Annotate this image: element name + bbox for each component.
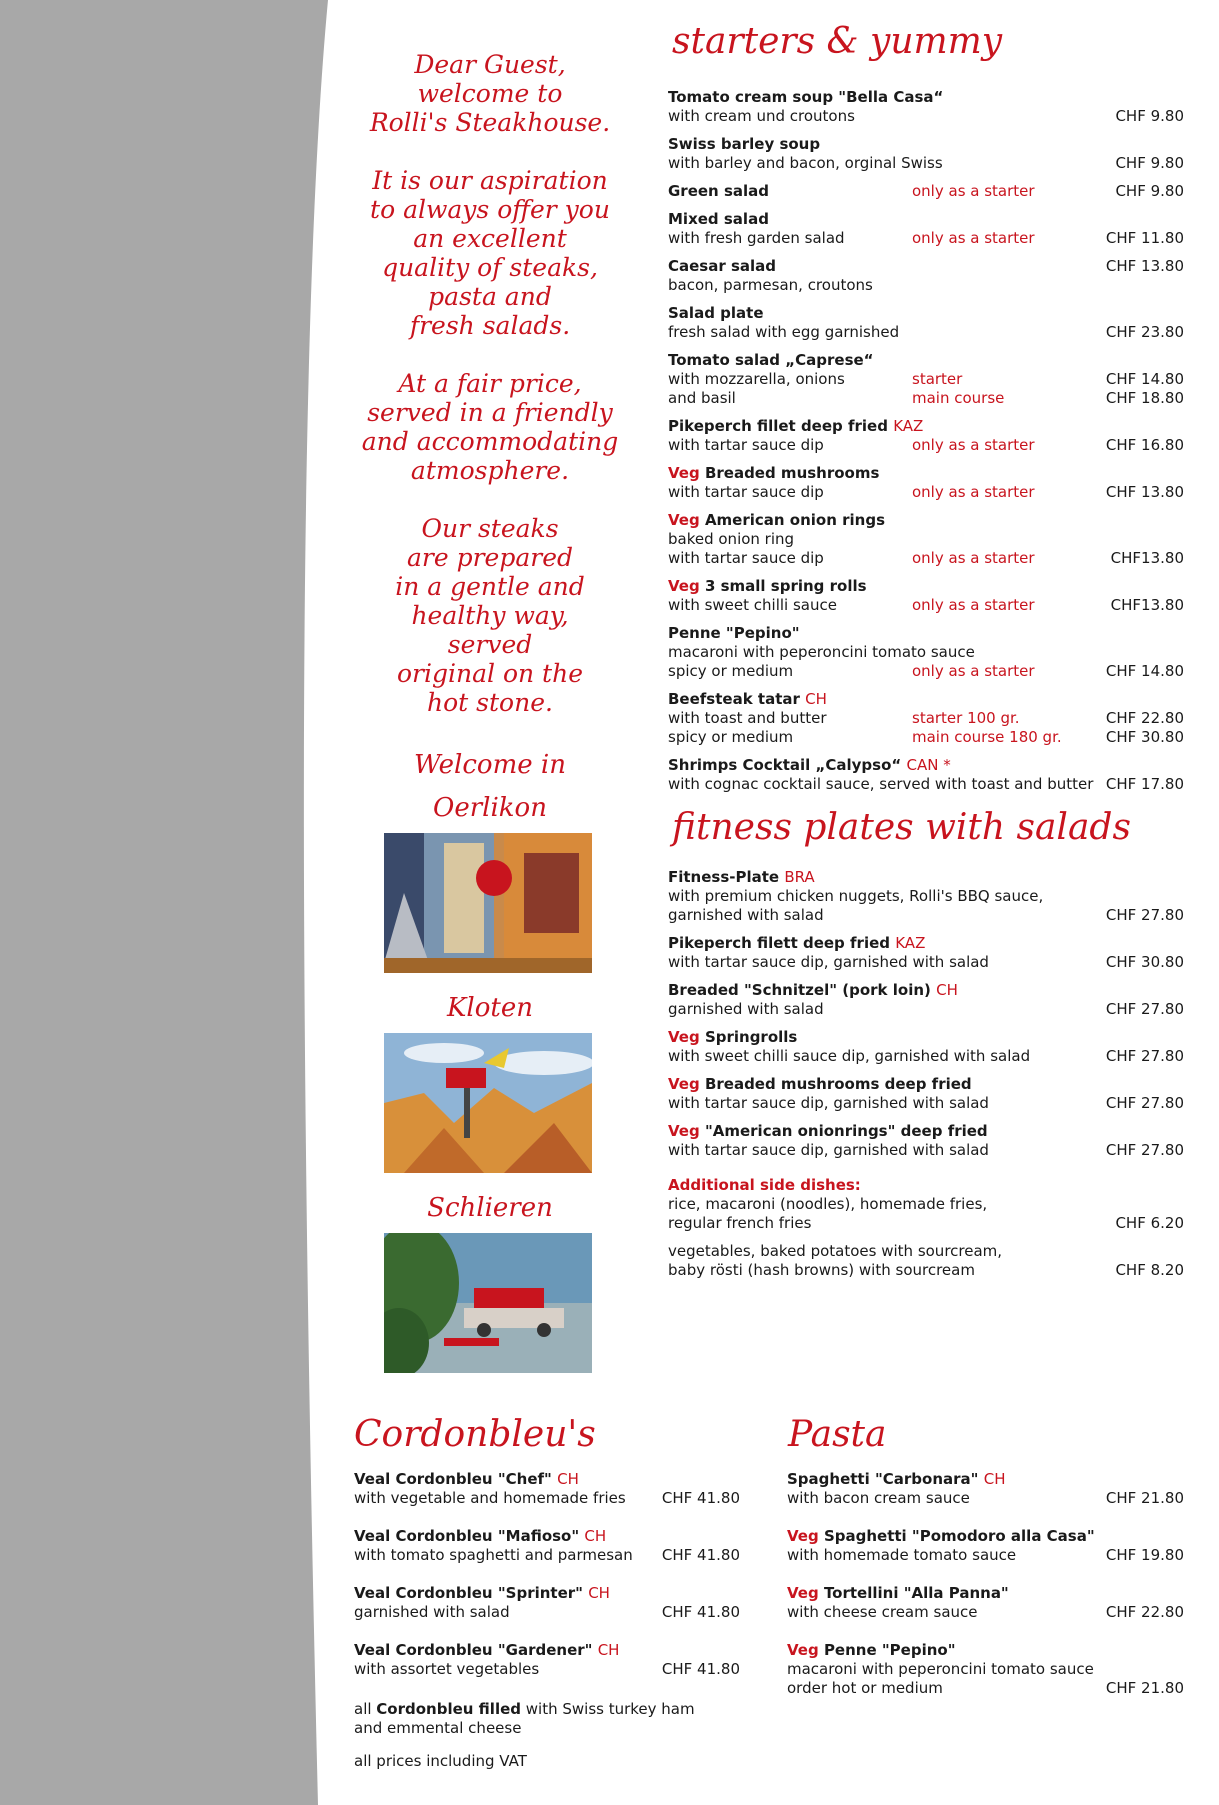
item-name [787,1584,1009,1602]
item-description: bacon, parmesan, croutons [668,276,873,294]
item-name-text: Veal Cordonbleu "Gardener" [354,1641,593,1659]
item-name-text: Penne "Pepino" [668,624,800,642]
item-description-row [668,953,1184,972]
menu-item [787,1527,1184,1565]
fitness-menu [668,868,1184,1169]
item-note: only as a starter [912,436,1035,454]
item-note: main course [912,389,1005,407]
item-description-row [354,1546,740,1565]
item-title-row [787,1641,1184,1660]
item-name-text: Breaded mushrooms [704,464,880,482]
item-price: CHF 27.80 [1105,1141,1184,1159]
item-description-row [668,530,1184,549]
item-name-text: Pikeperch filett deep fried [668,934,890,952]
item-description-row [668,728,1184,747]
item-description-row [668,662,1184,681]
item-title-row [668,135,1184,154]
item-price: CHF 41.80 [661,1489,740,1507]
item-name [668,135,820,153]
item-price: CHF 17.80 [1105,775,1184,793]
starters-menu [668,88,1184,803]
origin-tag: CH [584,1527,607,1545]
item-description-row [668,1047,1184,1066]
origin-tag: CH [588,1584,610,1602]
item-name [668,417,923,435]
item-description: garnished with salad [668,906,824,924]
item-description: and basil [668,389,736,407]
item-price: CHF13.80 [1110,549,1184,567]
intro-line: original on the [397,659,583,688]
origin-tag: CH [597,1641,620,1659]
item-title-row [787,1584,1184,1603]
item-description: fresh salad with egg garnished [668,323,900,341]
item-description: with premium chicken nuggets, Rolli's BBQ sauce, [668,887,1044,905]
fitness-heading: fitness plates with salads [672,807,1131,848]
item-name [668,690,827,708]
menu-item [668,257,1184,295]
note-bold: Cordonbleu filled [376,1700,521,1718]
side-dish-price: CHF 6.20 [1115,1214,1184,1232]
item-name [668,1122,988,1140]
item-description-row [668,906,1184,925]
item-price: CHF 27.80 [1105,1047,1184,1065]
item-description: garnished with salad [354,1603,510,1621]
item-name [668,624,800,642]
item-note: main course 180 gr. [912,728,1062,746]
intro-line: It is our aspiration [372,166,608,195]
pasta-heading: Pasta [788,1414,887,1455]
menu-item [668,417,1184,455]
intro-line: At a fair price, [398,369,582,398]
item-description: with bacon cream sauce [787,1489,970,1507]
side-dish-text: regular french fries [668,1214,812,1232]
item-name [787,1641,956,1659]
item-name [787,1527,1095,1545]
item-name-text: Swiss barley soup [668,135,821,153]
menu-item [668,690,1184,747]
item-name-text: Veal Cordonbleu "Chef" [354,1470,552,1488]
item-name [668,464,879,482]
item-description-row [668,1000,1184,1019]
item-title-row [668,577,1184,596]
menu-item [354,1641,740,1679]
intro-line: Our steaks [421,514,559,543]
item-title-row [668,1075,1184,1094]
menu-item [668,1122,1184,1160]
item-description: with tartar sauce dip [668,436,824,454]
item-name-text: Salad plate [668,304,764,322]
item-price: CHF 41.80 [661,1603,740,1621]
item-description-row [668,887,1184,906]
intro-line: served in a friendly [367,398,613,427]
item-name-text: Tomato salad „Caprese“ [668,351,874,369]
item-title-row [668,351,1184,370]
item-price: CHF 23.80 [1105,323,1184,341]
item-description: with tartar sauce dip, garnished with salad [668,1141,989,1159]
item-price: CHF 30.80 [1105,953,1184,971]
item-description-row [668,775,1184,794]
intro-line: quality of steaks, [382,253,598,282]
intro-paragraph [340,369,640,485]
menu-item [668,624,1184,681]
intro-line: to always offer you [370,195,610,224]
origin-tag: CH [983,1470,1006,1488]
cordonbleu-note [354,1700,754,1771]
item-note: only as a starter [912,549,1035,567]
veg-tag: Veg [668,464,700,482]
veg-tag: Veg [668,1028,700,1046]
item-title-row [668,756,1184,775]
item-title-row [668,624,1184,643]
item-name [354,1470,579,1488]
menu-item [668,135,1184,173]
pasta-menu [787,1470,1184,1717]
item-price: CHF 21.80 [1105,1679,1184,1697]
item-description: with assortet vegetables [354,1660,540,1678]
item-description-row [787,1679,1184,1698]
note-pre: all [354,1700,377,1718]
item-title-row [668,1028,1184,1047]
item-price: CHF 13.80 [1105,257,1184,275]
item-price: CHF 30.80 [1105,728,1184,746]
item-price: CHF 14.80 [1105,370,1184,388]
item-description: order hot or medium [787,1679,943,1697]
item-description-row [668,596,1184,615]
item-description: with sweet chilli sauce [668,596,837,614]
item-title-row [354,1584,740,1603]
origin-tag: CH [936,981,958,999]
item-description: spicy or medium [668,662,794,680]
item-description: baked onion ring [668,530,795,548]
item-price: CHF 11.80 [1105,229,1184,247]
kloten-photo [384,1033,592,1173]
item-description: spicy or medium [668,728,794,746]
item-name-text: Spaghetti "Pomodoro alla Casa" [823,1527,1095,1545]
item-title-row [668,417,1184,436]
item-name-text: "American onionrings" deep fried [704,1122,988,1140]
item-description: with tartar sauce dip [668,483,824,501]
item-name [787,1470,1005,1488]
origin-tag: CH [805,690,827,708]
item-title-row [668,304,1184,323]
item-title-row [668,464,1184,483]
item-name-text: American onion rings [704,511,886,529]
veg-tag: Veg [668,1122,700,1140]
item-description-row [668,549,1184,568]
veg-tag: Veg [668,1075,700,1093]
item-price: CHF 21.80 [1105,1489,1184,1507]
intro-line: Dear Guest, [414,50,566,79]
item-name-text: Caesar salad [668,257,777,275]
item-description: with homemade tomato sauce [787,1546,1017,1564]
item-description: with tomato spaghetti and parmesan [354,1546,633,1564]
item-description: with barley and bacon, orginal Swiss [668,154,943,172]
menu-item [354,1584,740,1622]
item-description-row [668,323,1184,342]
intro-line: hot stone. [427,688,553,717]
intro-text [340,50,640,746]
item-title-row [668,182,1184,201]
item-description-row [354,1660,740,1679]
item-name [668,1028,797,1046]
item-name [668,577,867,595]
item-description-row [668,483,1184,502]
item-description: with vegetable and homemade fries [354,1489,626,1507]
item-title-row [668,868,1184,887]
item-price: CHF 22.80 [1105,1603,1184,1621]
origin-tag: BRA [784,868,815,886]
item-description-row [668,229,1184,248]
item-description-row [668,370,1184,389]
menu-item [668,304,1184,342]
vat-note: all prices including VAT [354,1752,527,1770]
item-name [668,182,769,200]
veg-tag: Veg [668,511,700,529]
item-description: macaroni with peperoncini tomato sauce [668,643,975,661]
item-name-text: Tomato cream soup "Bella Casa“ [668,88,944,106]
item-name-text: Pikeperch fillet deep fried [668,417,888,435]
menu-item [668,934,1184,972]
item-name-text: Fitness-Plate [668,868,780,886]
item-price: CHF 9.80 [1115,107,1184,125]
intro-line: in a gentle and [395,572,585,601]
item-price: CHF 27.80 [1105,1000,1184,1018]
location-oerlikon: Oerlikon [433,793,547,823]
item-name [668,981,958,999]
item-note: only as a starter [912,596,1035,614]
item-name-text: Green salad [668,182,770,200]
side-dishes [668,1176,1184,1280]
item-price: CHF 13.80 [1105,483,1184,501]
item-description-row [668,1094,1184,1113]
intro-line: Rolli's Steakhouse. [369,108,611,137]
item-price: CHF 41.80 [661,1546,740,1564]
item-price: CHF 16.80 [1105,436,1184,454]
item-name-text: Springrolls [704,1028,798,1046]
item-description: garnished with salad [668,1000,824,1018]
side-dish-price: CHF 8.20 [1115,1261,1184,1279]
item-description-row [787,1546,1184,1565]
side-dish-text: baby rösti (hash browns) with sourcream [668,1261,975,1279]
item-name-text: Breaded "Schnitzel" (pork loin) [668,981,931,999]
menu-item [354,1470,740,1508]
item-title-row [354,1527,740,1546]
intro-line: an excellent [413,224,567,253]
item-name-text: Beefsteak tatar [668,690,800,708]
item-name [354,1527,606,1545]
item-note: only as a starter [912,483,1035,501]
welcome-label: Welcome in [414,750,566,780]
menu-item [668,210,1184,248]
item-title-row [668,981,1184,1000]
item-name-text: 3 small spring rolls [704,577,867,595]
item-price: CHF 9.80 [1115,182,1184,200]
item-description: with cheese cream sauce [787,1603,978,1621]
item-description-row [668,389,1184,408]
item-description-row [787,1603,1184,1622]
item-note: only as a starter [912,662,1035,680]
item-description: with tartar sauce dip, garnished with salad [668,953,989,971]
item-title-row [354,1470,740,1489]
intro-line: and accommodating [361,427,619,456]
item-description-row [668,276,1184,295]
item-name-text: Shrimps Cocktail „Calypso“ [668,756,902,774]
item-title-row [787,1527,1184,1546]
item-note: only as a starter [912,229,1035,247]
cordonbleu-heading: Cordonbleu's [354,1414,596,1455]
item-title-row [668,511,1184,530]
item-price: CHF13.80 [1110,596,1184,614]
intro-paragraph [340,50,640,137]
item-price: CHF 19.80 [1105,1546,1184,1564]
item-price: CHF 22.80 [1105,709,1184,727]
item-name-text: Breaded mushrooms deep fried [704,1075,972,1093]
item-name [354,1584,610,1602]
intro-line: welcome to [417,79,563,108]
item-description: with cream und croutons [668,107,855,125]
item-name-text: Penne "Pepino" [823,1641,956,1659]
item-name [668,511,885,529]
side-dish-text: rice, macaroni (noodles), homemade fries, [668,1195,988,1213]
item-description: with toast and butter [668,709,827,727]
note-post: with Swiss turkey ham [521,1700,695,1718]
item-title-row [787,1470,1184,1489]
schlieren-photo [384,1233,592,1373]
item-price: CHF 14.80 [1105,662,1184,680]
item-title-row [668,934,1184,953]
item-name [668,868,815,886]
location-schlieren: Schlieren [427,1193,553,1223]
item-description-row [668,709,1184,728]
item-description: macaroni with peperoncini tomato sauce [787,1660,1094,1678]
item-price: CHF 9.80 [1115,154,1184,172]
menu-item [668,88,1184,126]
side-dish-row [668,1195,1184,1214]
location-kloten: Kloten [447,993,533,1023]
item-description: with mozzarella, onions [668,370,845,388]
item-name [668,1075,972,1093]
menu-item [668,981,1184,1019]
side-dish-row [668,1242,1184,1261]
menu-item [668,511,1184,568]
item-note: only as a starter [912,182,1035,200]
side-band [0,0,340,1805]
menu-item [668,868,1184,925]
veg-tag: Veg [787,1641,819,1659]
origin-tag: CH [557,1470,579,1488]
veg-tag: Veg [787,1584,819,1602]
menu-item [668,577,1184,615]
intro-line: atmosphere. [410,456,570,485]
item-name [668,351,874,369]
origin-tag: KAZ [895,934,926,952]
side-dish-text: vegetables, baked potatoes with sourcream, [668,1242,1003,1260]
item-name [668,934,925,952]
side-dishes-title: Additional side dishes: [668,1176,861,1194]
item-name [354,1641,619,1659]
item-description-row [668,643,1184,662]
item-price: CHF 18.80 [1105,389,1184,407]
item-description: with sweet chilli sauce dip, garnished with salad [668,1047,1031,1065]
item-note: starter 100 gr. [912,709,1020,727]
menu-item [787,1641,1184,1698]
item-description-row [668,1141,1184,1160]
item-description: with tartar sauce dip, garnished with salad [668,1094,989,1112]
menu-item [668,182,1184,201]
item-description: with cognac cocktail sauce, served with toast and butter [668,775,1094,793]
oerlikon-photo [384,833,592,973]
item-title-row [354,1641,740,1660]
menu-item [354,1527,740,1565]
item-note: starter [912,370,963,388]
item-description-row [787,1489,1184,1508]
intro-paragraph [340,514,640,717]
item-name [668,88,943,106]
item-price: CHF 27.80 [1105,1094,1184,1112]
intro-line: are prepared [406,543,573,572]
item-description-row [668,154,1184,173]
veg-tag: Veg [668,577,700,595]
item-name-text: Tortellini "Alla Panna" [823,1584,1009,1602]
menu-item [668,351,1184,408]
origin-tag: KAZ [893,417,924,435]
item-name-text: Veal Cordonbleu "Sprinter" [354,1584,583,1602]
menu-item [668,756,1184,794]
item-title-row [668,88,1184,107]
menu-item [668,1028,1184,1066]
item-title-row [668,1122,1184,1141]
item-name [668,257,776,275]
veg-tag: Veg [787,1527,819,1545]
item-description-row [668,436,1184,455]
menu-item [668,464,1184,502]
menu-item [668,1075,1184,1113]
item-description: with fresh garden salad [668,229,845,247]
item-description-row [354,1489,740,1508]
intro-line: pasta and [428,282,552,311]
origin-tag: CAN * [906,756,951,774]
item-title-row [668,210,1184,229]
intro-line: healthy way, [411,601,569,630]
intro-paragraph [340,166,640,340]
item-name-text: Spaghetti "Carbonara" [787,1470,979,1488]
side-dish-row [668,1214,1184,1233]
item-title-row [668,257,1184,276]
side-dish-row [668,1261,1184,1280]
intro-line: served [447,630,533,659]
item-name [668,756,951,774]
item-price: CHF 41.80 [661,1660,740,1678]
item-title-row [668,690,1184,709]
item-price: CHF 27.80 [1105,906,1184,924]
item-description-row [354,1603,740,1622]
menu-item [787,1470,1184,1508]
item-name [668,210,769,228]
item-description-row [787,1660,1184,1679]
cordonbleu-menu [354,1470,740,1698]
item-name [668,304,764,322]
item-description-row [668,107,1184,126]
intro-line: fresh salads. [409,311,571,340]
item-name-text: Veal Cordonbleu "Mafioso" [354,1527,580,1545]
menu-item [787,1584,1184,1622]
item-description: with tartar sauce dip [668,549,824,567]
starters-heading: starters & yummy [672,21,1003,62]
item-name-text: Mixed salad [668,210,769,228]
note-line2: and emmental cheese [354,1719,522,1737]
